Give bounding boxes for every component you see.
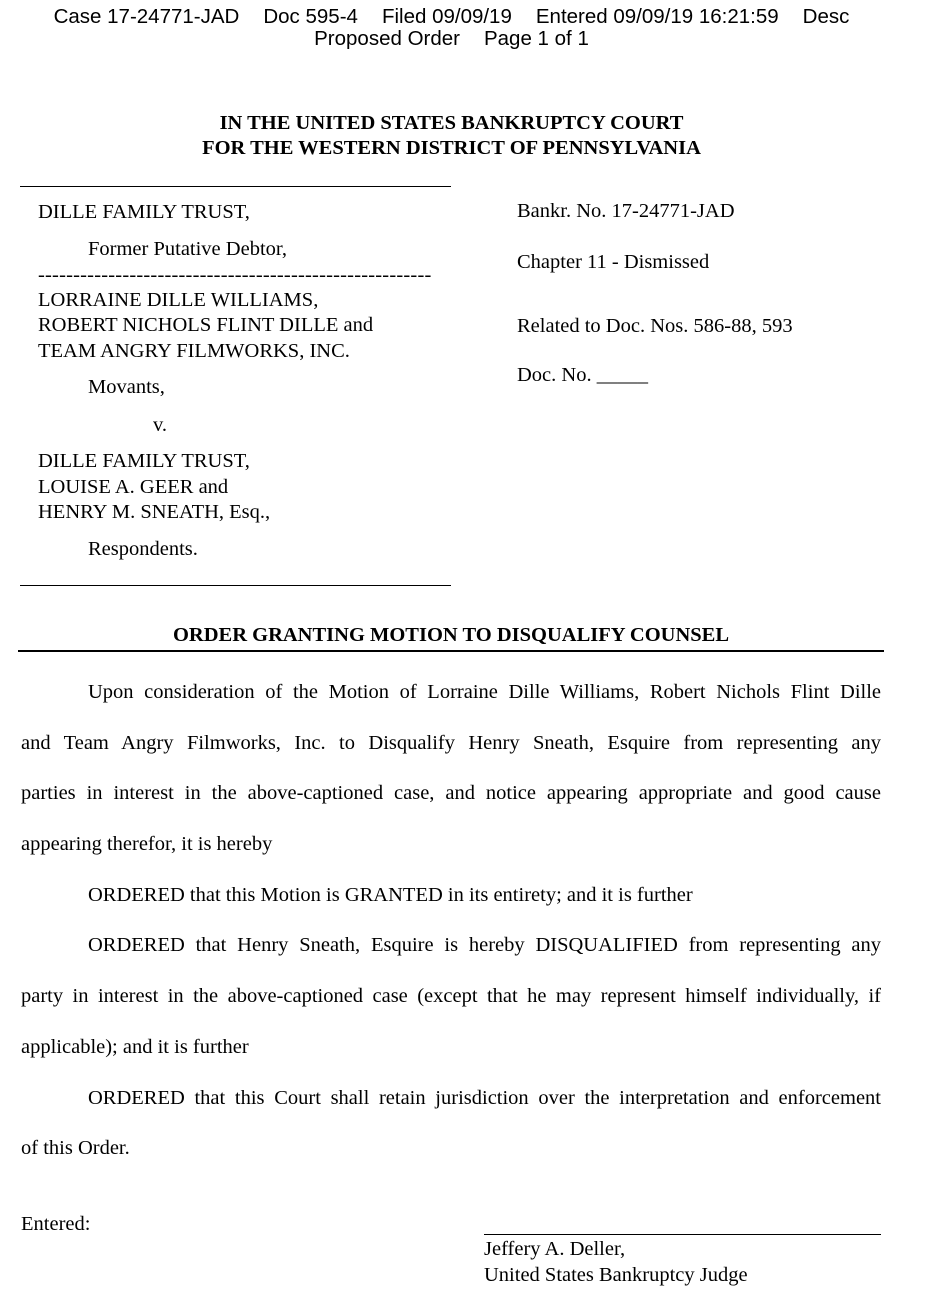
- order-title: ORDER GRANTING MOTION TO DISQUALIFY COUNSEL: [172, 624, 730, 646]
- bankruptcy-number: Bankr. No. 17-24771-JAD: [517, 200, 735, 222]
- movant-name-1: LORRAINE DILLE WILLIAMS,: [38, 289, 319, 311]
- judge-name: Jeffery A. Deller,: [484, 1238, 626, 1260]
- caption-bottom-rule: [20, 585, 451, 586]
- ecf-entered-date: Entered 09/09/19 16:21:59: [535, 5, 779, 28]
- versus-label: v.: [153, 414, 168, 436]
- document-number-blank: Doc. No. _____: [517, 364, 648, 386]
- ecf-desc: Desc: [802, 5, 850, 28]
- respondent-name-1: DILLE FAMILY TRUST,: [38, 450, 250, 472]
- respondent-name-3: HENRY M. SNEATH, Esq.,: [38, 501, 271, 523]
- paragraph-2-line-1: ORDERED that this Motion is GRANTED in its entirety; and it is further: [88, 884, 693, 906]
- caption-top-rule: [20, 186, 451, 187]
- paragraph-3-line-2: party in interest in the above-captioned case (except that he may represent himself individually, if: [21, 985, 881, 1007]
- entered-label: Entered:: [21, 1213, 91, 1235]
- ecf-doc-type: Proposed Order: [314, 27, 460, 50]
- paragraph-4-line-1: ORDERED that this Court shall retain jurisdiction over the interpretation and enforcement: [88, 1087, 881, 1109]
- ecf-page-count: Page 1 of 1: [483, 27, 589, 50]
- paragraph-1-line-1: Upon consideration of the Motion of Lorraine Dille Williams, Robert Nichols Flint Dille: [88, 681, 881, 703]
- movants-role: Movants,: [88, 376, 165, 398]
- judge-title: United States Bankruptcy Judge: [484, 1264, 748, 1286]
- ecf-header-line-1: [0, 6, 903, 28]
- paragraph-3-line-3: applicable); and it is further: [21, 1036, 249, 1058]
- ecf-doc-number: Doc 595-4: [263, 5, 358, 28]
- chapter-status: Chapter 11 - Dismissed: [517, 251, 710, 273]
- related-documents: Related to Doc. Nos. 586-88, 593: [517, 315, 793, 337]
- court-name-line-1: IN THE UNITED STATES BANKRUPTCY COURT: [219, 112, 684, 134]
- respondent-name-2: LOUISE A. GEER and: [38, 476, 229, 498]
- order-title-rule: [18, 650, 884, 652]
- caption-dash-separator: --------------------------------------------------------: [38, 264, 432, 286]
- paragraph-4-line-2: of this Order.: [21, 1137, 130, 1159]
- ecf-case-number: Case 17-24771-JAD: [53, 5, 240, 28]
- debtor-name: DILLE FAMILY TRUST,: [38, 201, 250, 223]
- paragraph-3-line-1: ORDERED that Henry Sneath, Esquire is hereby DISQUALIFIED from representing any: [88, 934, 881, 956]
- movant-name-3: TEAM ANGRY FILMWORKS, INC.: [38, 340, 350, 362]
- debtor-role: Former Putative Debtor,: [88, 238, 288, 260]
- signature-line: [484, 1234, 881, 1235]
- paragraph-1-line-4: appearing therefor, it is hereby: [21, 833, 273, 855]
- respondents-role: Respondents.: [88, 538, 198, 560]
- paragraph-1-line-2: and Team Angry Filmworks, Inc. to Disqualify Henry Sneath, Esquire from representing any: [21, 732, 881, 754]
- paragraph-1-line-3: parties in interest in the above-captioned case, and notice appearing appropriate and good cause: [21, 782, 881, 804]
- ecf-filed-date: Filed 09/09/19: [381, 5, 512, 28]
- court-name-line-2: FOR THE WESTERN DISTRICT OF PENNSYLVANIA: [202, 137, 701, 159]
- ecf-header-line-2: [0, 28, 903, 50]
- movant-name-2: ROBERT NICHOLS FLINT DILLE and: [38, 314, 374, 336]
